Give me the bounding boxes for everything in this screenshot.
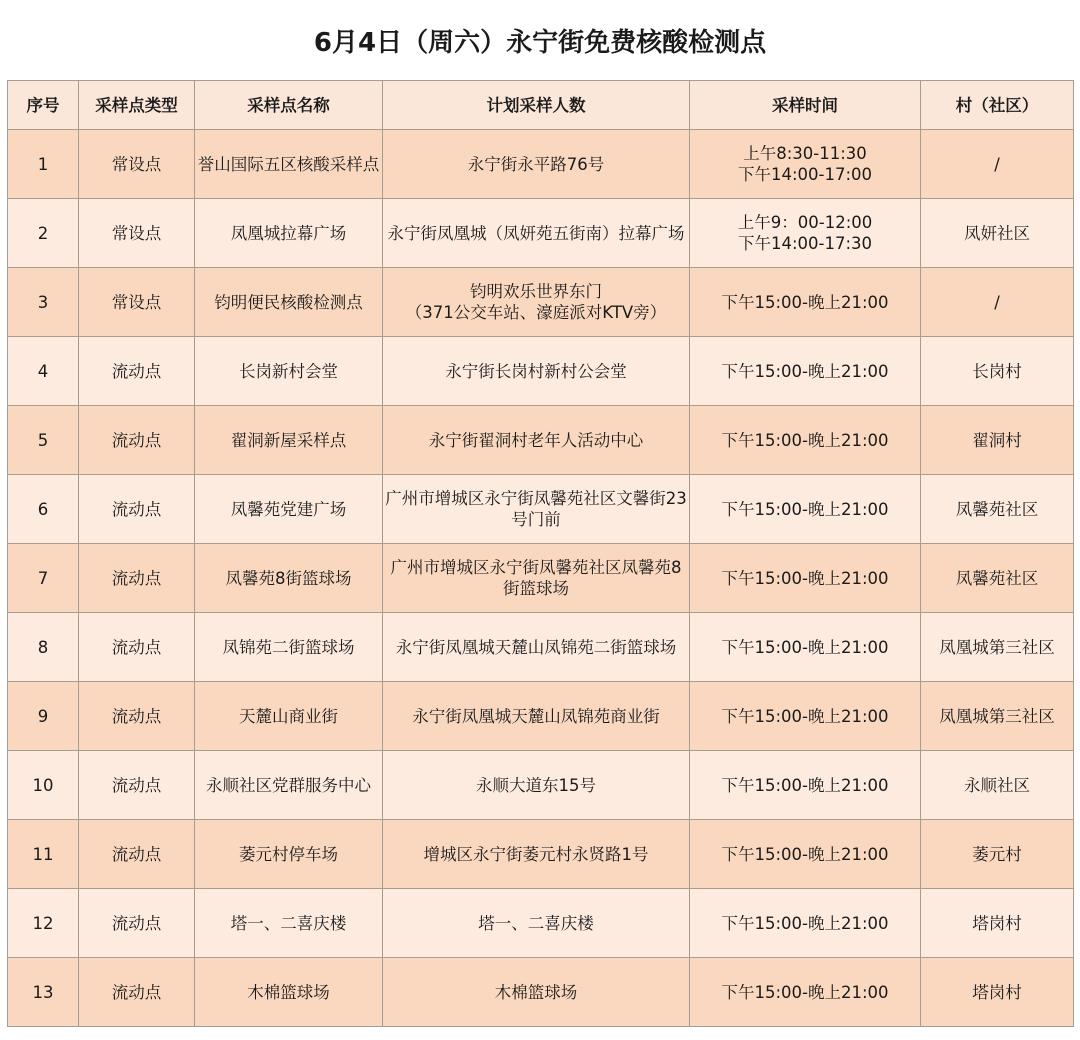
table-row [8, 544, 1074, 613]
cell-sampling-time: 下午15:00-晚上21:00 [690, 406, 921, 475]
cell-sampling-time: 下午15:00-晚上21:00 [690, 958, 921, 1027]
table-row [8, 958, 1074, 1027]
table-row [8, 337, 1074, 406]
cell-address: 永宁街永平路76号 [383, 130, 690, 199]
header-sampling-time: 采样时间 [690, 81, 921, 130]
cell-site-name: 凤锦苑二街篮球场 [195, 613, 383, 682]
header-site-type: 采样点类型 [79, 81, 195, 130]
cell-site-type: 流动点 [79, 682, 195, 751]
cell-site-name: 翟洞新屋采样点 [195, 406, 383, 475]
cell-sampling-time: 下午15:00-晚上21:00 [690, 751, 921, 820]
cell-site-name: 天麓山商业街 [195, 682, 383, 751]
table-row [8, 199, 1074, 268]
cell-community: / [921, 130, 1074, 199]
cell-site-name: 永顺社区党群服务中心 [195, 751, 383, 820]
cell-address: 永宁街凤凰城（凤妍苑五街南）拉幕广场 [383, 199, 690, 268]
cell-sampling-time: 下午15:00-晚上21:00 [690, 337, 921, 406]
table-header [8, 81, 1074, 130]
cell-community: 凤妍社区 [921, 199, 1074, 268]
table-row [8, 268, 1074, 337]
cell-address: 永宁街长岗村新村公会堂 [383, 337, 690, 406]
cell-address: 永宁街凤凰城天麓山凤锦苑二街篮球场 [383, 613, 690, 682]
cell-site-name: 长岗新村会堂 [195, 337, 383, 406]
table-row [8, 682, 1074, 751]
header-index: 序号 [8, 81, 79, 130]
cell-community: 萎元村 [921, 820, 1074, 889]
cell-address: 增城区永宁街萎元村永贤路1号 [383, 820, 690, 889]
cell-site-name: 钧明便民核酸检测点 [195, 268, 383, 337]
cell-site-name: 木棉篮球场 [195, 958, 383, 1027]
cell-index: 4 [8, 337, 79, 406]
cell-community: 凤馨苑社区 [921, 544, 1074, 613]
cell-address: 木棉篮球场 [383, 958, 690, 1027]
cell-index: 8 [8, 613, 79, 682]
cell-index: 2 [8, 199, 79, 268]
cell-sampling-time: 下午15:00-晚上21:00 [690, 268, 921, 337]
cell-site-type: 流动点 [79, 475, 195, 544]
cell-site-type: 流动点 [79, 958, 195, 1027]
table-row [8, 130, 1074, 199]
cell-index: 1 [8, 130, 79, 199]
table-row [8, 820, 1074, 889]
cell-site-name: 萎元村停车场 [195, 820, 383, 889]
cell-sampling-time: 下午15:00-晚上21:00 [690, 544, 921, 613]
cell-site-type: 流动点 [79, 889, 195, 958]
cell-index: 5 [8, 406, 79, 475]
cell-site-type: 常设点 [79, 130, 195, 199]
table-body [8, 130, 1074, 1027]
cell-index: 3 [8, 268, 79, 337]
header-planned-count: 计划采样人数 [383, 81, 690, 130]
cell-address: 塔一、二喜庆楼 [383, 889, 690, 958]
page-title: 6月4日（周六）永宁街免费核酸检测点 [313, 28, 767, 58]
table-row [8, 751, 1074, 820]
table-row [8, 613, 1074, 682]
cell-site-type: 常设点 [79, 199, 195, 268]
cell-site-name: 誉山国际五区核酸采样点 [195, 130, 383, 199]
cell-sampling-time: 上午8:30-11:30 下午14:00-17:00 [690, 130, 921, 199]
cell-index: 10 [8, 751, 79, 820]
cell-address: 永顺大道东15号 [383, 751, 690, 820]
header-site-name: 采样点名称 [195, 81, 383, 130]
cell-community: 塔岗村 [921, 889, 1074, 958]
cell-community: 凤凰城第三社区 [921, 613, 1074, 682]
table-row [8, 406, 1074, 475]
cell-site-name: 塔一、二喜庆楼 [195, 889, 383, 958]
cell-community: 长岗村 [921, 337, 1074, 406]
cell-address: 广州市增城区永宁街凤馨苑社区文馨街23号门前 [383, 475, 690, 544]
cell-sampling-time: 下午15:00-晚上21:00 [690, 475, 921, 544]
cell-address: 永宁街翟洞村老年人活动中心 [383, 406, 690, 475]
cell-community: 永顺社区 [921, 751, 1074, 820]
header-row [8, 81, 1074, 130]
cell-address: 钧明欢乐世界东门 （371公交车站、濠庭派对KTV旁） [383, 268, 690, 337]
cell-site-type: 流动点 [79, 406, 195, 475]
cell-sampling-time: 下午15:00-晚上21:00 [690, 682, 921, 751]
table-row [8, 889, 1074, 958]
cell-sampling-time: 下午15:00-晚上21:00 [690, 820, 921, 889]
cell-site-name: 凤馨苑党建广场 [195, 475, 383, 544]
cell-sampling-time: 下午15:00-晚上21:00 [690, 613, 921, 682]
cell-site-type: 流动点 [79, 544, 195, 613]
cell-address: 永宁街凤凰城天麓山凤锦苑商业街 [383, 682, 690, 751]
cell-index: 11 [8, 820, 79, 889]
cell-community: / [921, 268, 1074, 337]
cell-site-name: 凤馨苑8街篮球场 [195, 544, 383, 613]
cell-community: 凤凰城第三社区 [921, 682, 1074, 751]
cell-index: 12 [8, 889, 79, 958]
cell-site-type: 常设点 [79, 268, 195, 337]
cell-address: 广州市增城区永宁街凤馨苑社区凤馨苑8街篮球场 [383, 544, 690, 613]
cell-index: 13 [8, 958, 79, 1027]
table-row [8, 475, 1074, 544]
cell-index: 9 [8, 682, 79, 751]
cell-index: 7 [8, 544, 79, 613]
cell-community: 塔岗村 [921, 958, 1074, 1027]
cell-site-type: 流动点 [79, 820, 195, 889]
testing-sites-table [7, 80, 1074, 1027]
header-community: 村（社区） [921, 81, 1074, 130]
cell-community: 翟洞村 [921, 406, 1074, 475]
cell-site-type: 流动点 [79, 751, 195, 820]
cell-site-type: 流动点 [79, 337, 195, 406]
cell-sampling-time: 上午9：00-12:00 下午14:00-17:30 [690, 199, 921, 268]
cell-site-name: 凤凰城拉幕广场 [195, 199, 383, 268]
cell-sampling-time: 下午15:00-晚上21:00 [690, 889, 921, 958]
cell-community: 凤馨苑社区 [921, 475, 1074, 544]
cell-site-type: 流动点 [79, 613, 195, 682]
cell-index: 6 [8, 475, 79, 544]
